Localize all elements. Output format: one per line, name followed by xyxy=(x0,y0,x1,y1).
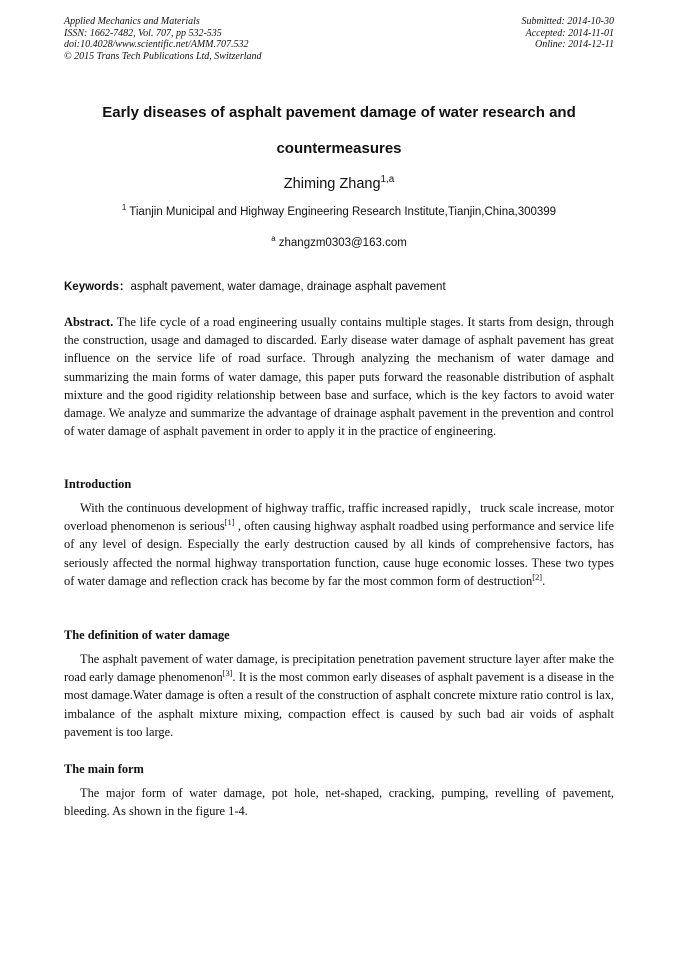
abstract-label: Abstract. xyxy=(64,315,114,329)
main-form-section xyxy=(64,784,624,820)
author-superscript: 1,a xyxy=(380,174,395,186)
author-email xyxy=(64,234,614,249)
main-form-heading: The main form xyxy=(64,762,144,776)
dates-header xyxy=(522,16,615,51)
journal-doi: doi:10.4028/www.scientific.net/AMM.707.532 xyxy=(64,39,249,51)
definition-heading-block xyxy=(64,627,614,643)
definition-paragraph xyxy=(64,650,614,741)
author xyxy=(64,176,614,192)
citation-1: [1] xyxy=(224,517,235,528)
keywords-label: Keywords： xyxy=(64,281,131,293)
email-text: zhangzm0303@163.com xyxy=(278,237,407,249)
introduction-paragraph xyxy=(64,499,614,590)
submitted-date: Submitted: 2014-10-30 xyxy=(521,16,614,27)
definition-text-1: The asphalt pavement of water damage, is precipitation penetration pavement structure layer after make the road early damage phenomenon xyxy=(64,652,614,685)
online-date: Online: 2014-12-11 xyxy=(535,39,614,51)
introduction-text-3: . xyxy=(542,573,546,588)
introduction-heading: Introduction xyxy=(64,477,132,491)
introduction-section xyxy=(64,499,614,590)
main-form-heading-block xyxy=(64,761,614,777)
definition-text-2: . It is the most common early diseases of asphalt pavement is a disease in the most damage.Water damage is often a result of the construction of asphalt concrete mixture ratio control is lax, imbalance of the asphalt mixture mixing, compaction effect is caused by such bad air voids of asphalt pavement is too large. xyxy=(64,670,614,739)
main-form-paragraph: The major form of water damage, pot hole, net-shaped, cracking, pumping, revelling of pavement, bleeding. As shown in the figure 1-4. xyxy=(64,786,624,819)
citation-2: [2] xyxy=(532,571,543,582)
author-name: Zhiming Zhang xyxy=(283,176,381,192)
abstract-section xyxy=(64,313,614,440)
journal-issn: ISSN: 1662-7482, Vol. 707, pp 532-535 xyxy=(64,27,222,39)
abstract-paragraph xyxy=(64,313,614,440)
journal-header xyxy=(64,16,262,62)
introduction-text-2: , often causing highway asphalt roadbed using performance and service life of any level of design. Especially the early destruction caused by all kinds of comprehensive factors, has seriously affected the normal highway transportation function, cause huge economic losses. These two types of water damage and reflection crack has become by far the most common form of destruction xyxy=(64,519,614,588)
email-superscript: a xyxy=(271,234,276,244)
journal-copyright: © 2015 Trans Tech Publications Ltd, Switzerland xyxy=(64,50,262,62)
definition-heading: The definition of water damage xyxy=(64,628,230,642)
title-line-1: Early diseases of asphalt pavement damage of water research and xyxy=(102,104,576,121)
abstract-text: The life cycle of a road engineering usually contains multiple stages. It starts from design, through the construction, usage and damaged to discarded. Early disease water damage of asphalt pavement has great influence on the service life of road surface. Through analyzing the mechanism of water damage and summarizing the main forms of water damage, this paper puts forward the reasonable distribution of asphalt mixture and the good rigidity relationship between base and surface, which is the key factors to avoid water damage. We analyze and summarize the advantage of drainage asphalt pavement in the prevention and control of water damage of asphalt pavement in order to apply it in the practice of engineering. xyxy=(64,315,615,439)
accepted-date: Accepted: 2014-11-01 xyxy=(525,27,614,39)
introduction-heading-block xyxy=(64,476,614,492)
title-line-2: countermeasures xyxy=(276,140,402,157)
keywords-text: asphalt pavement, water damage, drainage asphalt pavement xyxy=(130,281,446,293)
journal-name: Applied Mechanics and Materials xyxy=(64,16,200,27)
affiliation-text: Tianjin Municipal and Highway Engineering Research Institute,Tianjin,China,300399 xyxy=(129,206,557,218)
keywords xyxy=(64,278,614,294)
introduction-text-1: With the continuous development of highway traffic, traffic increased rapidly，truck scale increase, motor overload phenomenon is serious xyxy=(64,501,614,534)
affiliation xyxy=(64,203,614,218)
paper-title xyxy=(64,95,614,167)
affiliation-superscript: 1 xyxy=(121,203,127,213)
definition-section xyxy=(64,650,614,741)
citation-3: [3] xyxy=(222,668,233,679)
